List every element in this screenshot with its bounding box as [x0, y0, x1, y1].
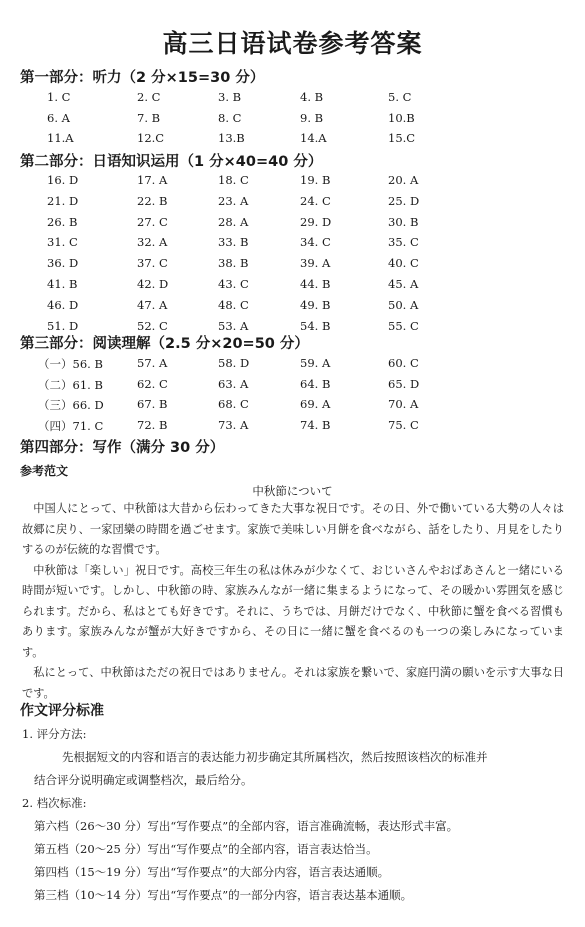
answer-item: 68. C — [218, 397, 249, 411]
answer-item: 35. C — [388, 235, 419, 250]
answer-item: （三）66. D — [38, 398, 104, 412]
answer-item: 53. A — [218, 318, 249, 333]
answer-item: 39. A — [300, 256, 331, 271]
answer-item: 8. C — [218, 110, 242, 125]
answer-item: 40. C — [388, 256, 419, 271]
criteria-level: 第三档（10～14 分）写出“写作要点”的一部分内容，语言表达基本通顺。 — [34, 888, 413, 902]
criteria-method-text: 先根据短文的内容和语言的表达能力初步确定其所属档次，然后按照该档次的标准并 — [62, 750, 488, 764]
essay-paragraph: 私にとって、中秋節はただの祝日ではありません。それは家族を繋いで、家庭円満の願いを示す大事な日です。 — [22, 666, 564, 700]
answer-item: 10.B — [388, 110, 415, 125]
answer-row — [0, 256, 585, 276]
answer-item: 21. D — [47, 193, 79, 208]
part1-heading: 第一部分：听力（2 分×15=30 分） — [20, 70, 265, 86]
answer-item: 67. B — [137, 397, 168, 411]
answer-item: 33. B — [218, 235, 249, 250]
answer-item: 28. A — [218, 214, 249, 229]
answer-item: 72. B — [137, 417, 168, 432]
part4-heading: 第四部分：写作（满分 30 分） — [20, 440, 225, 456]
answer-item: 37. C — [137, 256, 168, 271]
essay-paragraph: 中秋節は「楽しい」祝日です。高校三年生の私は休みが少なくて、おじいさんやおばあさんと一緒にいる時間が短いです。しかし、中秋節の時、家族みんなが一緒に集まるようになって、その暖かい雰囲気を感じられます。だから、私はとても好きです。それに、うちでは、月餅だけでなく、中秋節に蟹を食べる習慣もあります。家族みんなが蟹が大好きですから、その日に一緒に蟹を食べるのも一つの楽しみになっています。 — [22, 563, 564, 659]
essay-title: 中秋節について — [252, 484, 333, 498]
answer-item: 3. B — [218, 90, 242, 104]
answer-item: 46. D — [47, 297, 79, 312]
answer-item: 74. B — [300, 417, 331, 432]
answer-item: 38. B — [218, 256, 249, 271]
answer-item: 60. C — [388, 356, 419, 370]
answer-item: 18. C — [218, 173, 249, 187]
answer-item: 20. A — [388, 173, 419, 187]
answer-row — [0, 356, 585, 376]
answer-item: 9. B — [300, 110, 324, 125]
answer-item: 58. D — [218, 356, 250, 370]
answer-item: 15.C — [388, 131, 416, 145]
answer-row — [0, 90, 585, 110]
answer-item: 27. C — [137, 214, 168, 229]
answer-item: 12.C — [137, 131, 165, 145]
answer-row — [0, 173, 585, 193]
answer-item: 23. A — [218, 193, 249, 208]
answer-item: 17. A — [137, 173, 168, 187]
answer-item: 7. B — [137, 110, 161, 125]
answer-item: 6. A — [47, 110, 70, 125]
answer-item: 2. C — [137, 90, 161, 104]
answer-item: 14.A — [300, 131, 327, 145]
answer-item: 59. A — [300, 356, 331, 370]
answer-item: 29. D — [300, 214, 332, 229]
answer-row — [0, 397, 585, 417]
answer-item: 64. B — [300, 376, 331, 391]
answer-row — [0, 235, 585, 255]
criteria-level: 第五档（20～25 分）写出“写作要点”的全部内容，语言表达恰当。 — [34, 842, 378, 856]
page-title: 高三日语试卷参考答案 — [162, 29, 423, 58]
answer-item: 1. C — [47, 90, 71, 104]
answer-item: 57. A — [137, 356, 168, 370]
answer-item: 30. B — [388, 214, 419, 229]
answer-item: 36. D — [47, 256, 79, 271]
answer-item: （二）61. B — [38, 377, 103, 392]
answer-item: 47. A — [137, 297, 168, 312]
answer-item: 41. B — [47, 277, 78, 291]
answer-item: 45. A — [388, 277, 419, 291]
answer-item: 4. B — [300, 90, 324, 104]
answer-row — [0, 418, 585, 438]
answer-item: 31. C — [47, 235, 78, 250]
criteria-heading: 作文评分标准 — [20, 703, 104, 719]
part2-heading: 第二部分：日语知识运用（1 分×40=40 分） — [20, 154, 323, 170]
answer-item: 22. B — [137, 193, 168, 208]
answer-item: 44. B — [300, 277, 331, 291]
answer-row — [0, 298, 585, 318]
answer-item: 63. A — [218, 376, 249, 391]
answer-item: 52. C — [137, 318, 168, 333]
answer-item: 65. D — [388, 376, 420, 391]
answer-item: 26. B — [47, 214, 78, 229]
answer-item: （一）56. B — [38, 357, 103, 371]
answer-item: 11.A — [47, 131, 74, 145]
essay-paragraph: 中国人にとって、中秋節は大昔から伝わってきた大事な祝日です。その日、外で働いている大勢の人々は故郷に戻り、一家団欒の時間を過ごせます。家族で美味しい月餅を食べながら、話をしたり、月見をしたりするのが伝統的な習慣です。 — [22, 502, 564, 556]
answer-item: （四）71. C — [38, 418, 104, 433]
answer-item: 48. C — [218, 297, 249, 312]
criteria-level: 第四档（15～19 分）写出“写作要点”的大部分内容，语言表达通顺。 — [34, 865, 390, 879]
answer-item: 62. C — [137, 376, 168, 391]
answer-item: 69. A — [300, 397, 331, 411]
criteria-method-label: 1. 评分方法: — [22, 727, 87, 741]
answer-row — [0, 277, 585, 297]
answer-item: 55. C — [388, 318, 419, 333]
sample-essay-label: 参考范文 — [20, 464, 69, 478]
answer-row — [0, 215, 585, 235]
answer-item: 19. B — [300, 173, 331, 187]
sample-essay — [22, 499, 564, 704]
answer-row — [0, 111, 585, 131]
answer-item: 34. C — [300, 235, 331, 250]
answer-item: 25. D — [388, 193, 420, 208]
part3-heading: 第三部分：阅读理解（2.5 分×20=50 分） — [20, 336, 309, 352]
answer-row — [0, 194, 585, 214]
answer-item: 75. C — [388, 417, 419, 432]
answer-item: 13.B — [218, 131, 245, 145]
answer-item: 16. D — [47, 173, 79, 187]
criteria-level: 第六档（26～30 分）写出“写作要点”的全部内容，语言准确流畅，表达形式丰富。 — [34, 819, 459, 833]
criteria-levels-label: 2. 档次标准: — [22, 796, 87, 810]
answer-row — [0, 377, 585, 397]
answer-item: 24. C — [300, 193, 331, 208]
answer-item: 43. C — [218, 277, 249, 291]
answer-item: 51. D — [47, 318, 79, 333]
answer-item: 54. B — [300, 318, 331, 333]
answer-item: 42. D — [137, 277, 169, 291]
answer-item: 50. A — [388, 297, 419, 312]
answer-item: 70. A — [388, 397, 419, 411]
criteria-method-text: 结合评分说明确定或调整档次，最后给分。 — [34, 773, 253, 787]
answer-item: 32. A — [137, 235, 168, 250]
answer-item: 49. B — [300, 297, 331, 312]
answer-item: 73. A — [218, 417, 249, 432]
answer-item: 5. C — [388, 90, 412, 104]
answer-row — [0, 131, 585, 151]
